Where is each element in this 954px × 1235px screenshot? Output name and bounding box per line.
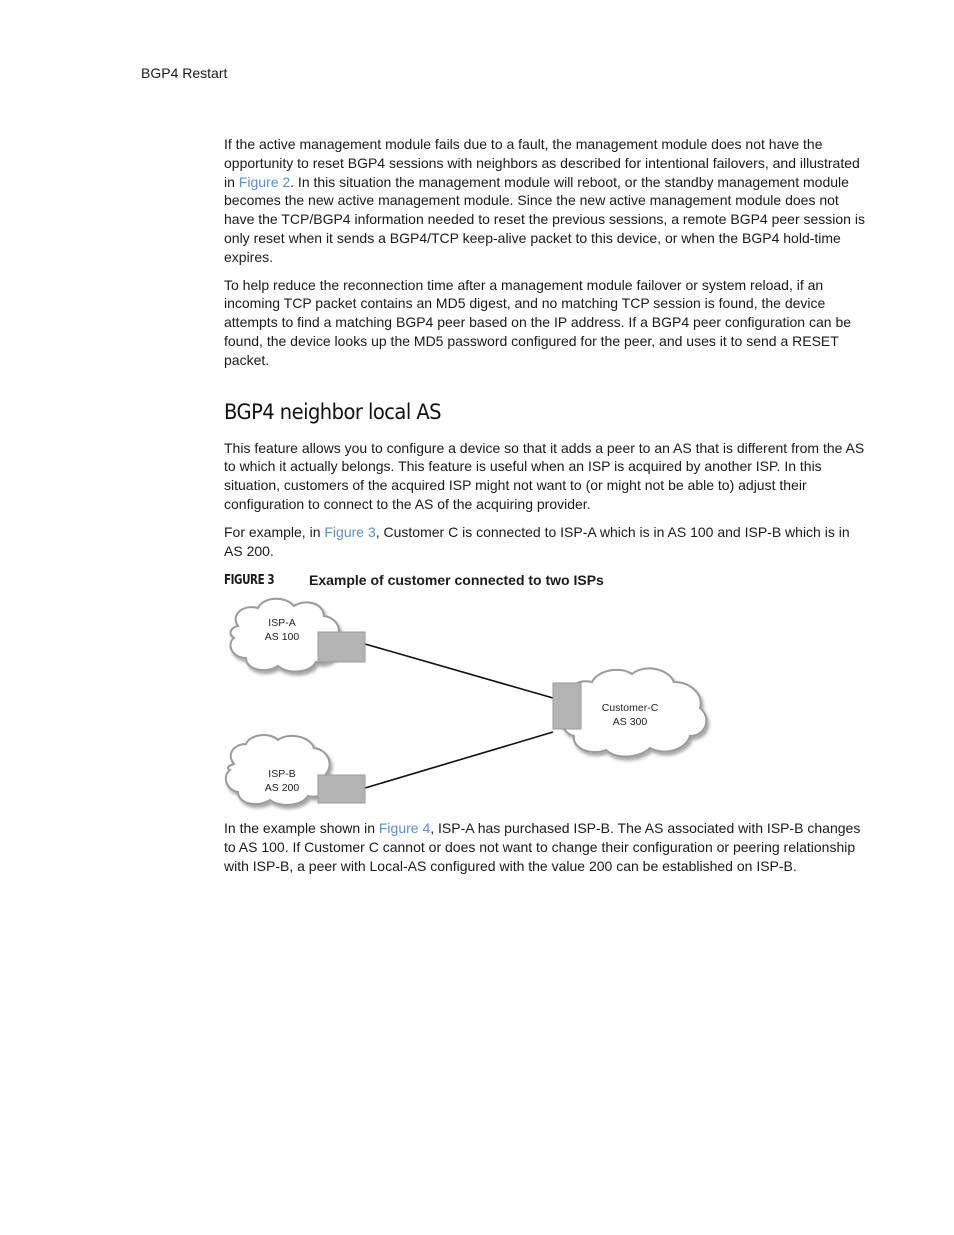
figure-title: Example of customer connected to two ISPs xyxy=(309,572,604,589)
paragraph-1 xyxy=(224,135,870,267)
customer-c-as-label: AS 300 xyxy=(612,716,648,729)
isp-a-name-label: ISP-A xyxy=(268,617,296,630)
paragraph-4-text-a: For example, in xyxy=(224,523,325,540)
paragraph-2: To help reduce the reconnection time after a management module failover or system reload, if an incoming TCP packet contains an MD5 digest, and no matching TCP session is found, the device attempts to find a matching BGP4 peer based on the IP address. If a BGP4 peer configuration can be found, the device looks up the MD5 password configured for the peer, and uses it to send a RESET packet. xyxy=(224,276,852,368)
figure-2-link[interactable]: Figure 2 xyxy=(238,173,291,190)
paragraph-1-text-a: If the active management module fails due to a fault, the management module does not have the opportunity to reset BGP4 sessions with neighbors as described for intentional failovers, and illustrated in xyxy=(224,136,860,190)
isp-b-as-label: AS 200 xyxy=(264,782,300,795)
paragraph-4-text-b: , Customer C is connected to ISP-A which is in AS 100 and ISP-B which is in AS 200. xyxy=(224,523,850,559)
paragraph-5-text-b: , ISP-A has purchased ISP-B. The AS associated with ISP-B changes to AS 100. If Customer C cannot or does not want to change their configuration or peering relationship with ISP-B, a peer with Local-AS configured with the value 200 can be established on ISP-B. xyxy=(224,820,861,874)
isp-b-name-label: ISP-B xyxy=(268,768,296,781)
figure-4-link[interactable]: Figure 4 xyxy=(378,820,431,837)
paragraph-1-text-b: . In this situation the management module will reboot, or the standby management module becomes the new active management module. Since the new active management module does not have the TCP/BGP4 information needed to reset the previous sessions, a remote BGP4 peer session is only reset when it sends a BGP4/TCP keep-alive packet to this device, or when the BGP4 hold-time expires. xyxy=(224,173,865,265)
isp-a-router xyxy=(318,632,365,662)
isp-a-as-label: AS 100 xyxy=(264,631,300,644)
main-content xyxy=(224,135,870,885)
isp-b-router xyxy=(318,775,365,803)
customer-c-name-label: Customer-C xyxy=(601,702,659,715)
running-header: BGP4 Restart xyxy=(141,65,228,81)
paragraph-4 xyxy=(224,523,870,561)
customer-c-router xyxy=(553,683,581,729)
paragraph-5 xyxy=(224,819,870,875)
section-heading: BGP4 neighbor local AS xyxy=(224,399,441,424)
figure-caption xyxy=(224,572,870,594)
figure-3-link[interactable]: Figure 3 xyxy=(324,523,376,540)
network-diagram xyxy=(224,594,870,822)
link-isp-b-to-customer xyxy=(365,732,553,788)
link-isp-a-to-customer xyxy=(365,644,553,698)
paragraph-3: This feature allows you to configure a device so that it adds a peer to an AS that is different from the AS to which it actually belongs. This feature is useful when an ISP is acquired by another ISP. In this situation, customers of the acquired ISP might not want to (or might not be able to) adjust their configuration to connect to the AS of the acquiring provider. xyxy=(224,439,865,512)
figure-label: FIGURE 3 xyxy=(224,572,275,589)
paragraph-5-text-a: In the example shown in xyxy=(224,820,379,837)
